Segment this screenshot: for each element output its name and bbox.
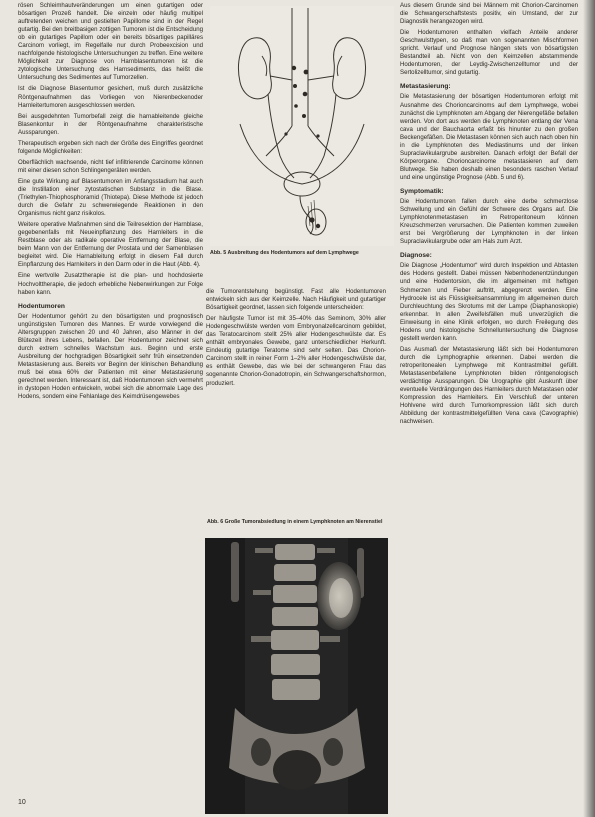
paragraph: Bei ausgedehnten Tumorbefall zeigt die harnableitende gleiche Blasenkontur in der Röntgenaufnahme charakteristische Aussparungen. — [18, 112, 203, 136]
figure-6-caption: Abb. 6 Große Tumorabsiedlung in einem Lymphknoten am Nierenstiel — [207, 519, 383, 525]
urogenital-lymph-illustration — [210, 6, 394, 246]
middle-column — [206, 288, 386, 391]
paragraph: Der Hodentumor gehört zu den bösartigsten und prognostisch ungünstigsten Tumoren des Mannes. Er wurde vorwiegend die Altersgruppen zwischen 20 und 40 Jahren, also Männer in der Blütezeit ihres Lebens, befallen. Der Hodentumor zeichnet sich durch extrem schnelles Wachstum aus. Beginn und erste Ausbreitung der hochgradigen Bösartigkeit sehr früh einsetzenden Metastasierung aus. Bereits vor Beginn der klinischen Behandlung muß bei etwa 60% der Patienten mit einer Metastasierung gerechnet werden. Interessant ist, daß Hodentumoren sich vermehrt in dystopen Hoden entwickeln, wobei sich die abnormale Lage des Hodens, sondern eine Fehlanlage des Keimdrüsengewebes — [18, 312, 203, 401]
section-heading: Metastasierung: — [400, 83, 451, 91]
paragraph: Der häufigste Tumor ist mit 35–40% das Seminom, 30% aller Hodengeschwülste werden vom Embryonalzellcarcinom gebildet, das Teratocarcinom stellt 25% aller Hodengeschwülste dar. Es enthält embryonales Gewebe, ganz unterschiedlicher Herkunft. Eindeutig gutartige Teratome sind sehr selten. Das Chorion-Carcinom stellt in reiner Form 1–2% aller Hodengeschwülste dar, es enthält Gewebe, das wie bei der schwangeren Frau das sogenannte Chorion-Gonadotropin, ein Schwangerschaftshormon, produziert. — [206, 315, 386, 387]
lymph-anatomy-drawing — [210, 6, 394, 246]
paragraph: Die Diagnose „Hodentumor“ wird durch Inspektion und Abtasten des Hodens gestellt. Dabei müssen Nebenhodenentzündungen und eine Hodentorsion, die im allgemeinen mit heftigen Schmerzen und Fieber auftritt, abgegrenzt werden. Eine Hydrocele ist als Flüssigkeitsansammlung im allgemeinen durch Durchleuchtung des Skrotums mit der Lampe (Diaphanoskopie) erkennbar. In allen Zweifelsfällen muß unverzüglich die Einweisung in eine Klinik erfolgen, wo durch Freilegung des Hodens und histologische Schnelluntersuchung die Diagnose gestellt werden kann. — [400, 262, 578, 342]
paragraph: Die Hodentumoren fallen durch eine derbe schmerzlose Schwellung und ein Gefühl der Schwere des Organs auf. Die Lymphknotenmetastasen im Retroperitoneum können Kreuzschmerzen verursachen. Die Patienten kommen zuweilen erst bei Vergrößerung der Lymphknoten in der linken Supraclavikulargrube oder am Hals zum Arzt. — [400, 198, 578, 246]
paragraph: Weitere operative Maßnahmen sind die Teilresektion der Harnblase, gegebenenfalls mit Neueinpflanzung des Harnleiters in die Restblase oder als radikale operative Entfernung der Blase, die beim Mann von der Entfernung der Prostata und der Samenblasen begleitet wird. Die Harnableitung erfolgt in diesem Fall durch Einpflanzung des Harnleiters in den Darm oder in die Haut (Abb. 4). — [18, 221, 203, 269]
section-heading: Symptomatik: — [400, 187, 444, 195]
section-heading: Hodentumoren — [18, 302, 65, 310]
left-column — [18, 2, 203, 404]
section-heading: Diagnose: — [400, 252, 432, 260]
paragraph: Aus diesem Grunde sind bei Männern mit Chorion-Carcinomen die Schwangerschaftstests positiv, ein Umstand, der zur Diagnostik herangezogen wird. — [400, 2, 578, 26]
paragraph: Therapeutisch ergeben sich nach der Größe des Eingriffes geordnet folgende Möglichkeiten: — [18, 139, 203, 155]
right-column — [400, 2, 578, 426]
xray-radiograph — [205, 538, 388, 814]
paragraph: Das Ausmaß der Metastasierung läßt sich bei Hodentumoren durch die Lymphographie erkennen. Dabei werden die retroperitonealen Lymphwege mit Kontrastmittel gefüllt. Metastasenbefallene Lymphknoten bilden röntgenologisch verdächtige Aussparungen. Die Urographie gibt Auskunft über eventuelle Verdrängungen des Harnleiters durch Metastasen oder Kompression des Harnleiters. Ein Verschluß der unteren Hohlvene wird durch Tumorkompression läßt sich durch Abbildung der kontrastmittelgefüllten Vena cava (Cavographie) nachweisen. — [400, 345, 578, 426]
binding-shadow — [583, 0, 595, 817]
page-number: 10 — [18, 799, 26, 806]
xray-image — [205, 538, 388, 814]
paragraph: Die Hodentumoren enthalten vielfach Anteile anderer Geschwulsttypen, so daß man von sogenannten Mischformen spricht. Verlauf und Prognose hängen stets von bösartigsten Bestandteil ab. Nicht von den Keimzellen abstammende Hodentumoren, der Leydig-Zwischenzelltumor und der Sertolizelltumor, sind gutartig. — [400, 29, 578, 77]
figure-5-caption: Abb. 5 Ausbreitung des Hodentumors auf dem Lymphwege — [210, 250, 359, 256]
paragraph: Ist die Diagnose Blasentumor gesichert, muß durch zusätzliche Röntgenaufnahmen das Vorliegen von Nierenbeckenoder Harnleitertumoren ausgeschlossen werden. — [18, 85, 203, 109]
paragraph: Eine wertvolle Zusatztherapie ist die plan- und hochdosierte Hochvolttherapie, die jedoch erhebliche Nebenwirkungen zur Folge haben kann. — [18, 272, 203, 296]
paragraph: die Tumorentstehung begünstigt. Fast alle Hodentumoren entwickeln sich aus der Keimzelle. Nach Häufigkeit und gutartiger Bösartigkeit geordnet, lassen sich folgende unterscheiden: — [206, 288, 386, 312]
paragraph: Oberflächlich wachsende, nicht tief infiltrierende Carcinome können mit einer diesen schon Schlingengeräten werden. — [18, 158, 203, 174]
paragraph: Die Metastasierung der bösartigen Hodentumoren erfolgt mit Ausnahme des Chorioncarcinoms auf dem Lymphwege, wobei zunächst die Lymphknoten am Abgang der Nierengefäße befallen werden. Von dort aus werden die Lymphknoten entlang der Vena cava und der Bauchaorta erfaßt bis hinunter zu den großen Beckengefäßen. Die Metastasen können sich auch nach oben hin in die Lymphknoten des Mediastinums und der linken Supraclavikulargrube ausbreiten. Danach erfolgt der Befall der Körperorgane. Chorioncarcinome metastasieren auf dem Blutwege. Sie haben deshalb einen besonders raschen Verlauf und eine ungünstige Prognose (Abb. 5 und 6). — [400, 93, 578, 181]
paragraph: rösen Schleimhautveränderungen um einen gutartigen oder bösartigen Prozeß handelt. Die einzeln oder häufig multipel auftretenden weichen und gestielten Papillome sind in der Regel gutartig. Bei den breitbasigen zottigen Tumoren ist die Entscheidung ob ein gutartiges Papillom oder ein bereits bösartiges papilläres Carcinom vorliegt, im Regelfalle nur durch Probeexcision und nachfolgende histologische Untersuchungen zu treffen. Eine weitere Möglichkeit zur Diagnose von Harnblasentumoren ist die zytologische Untersuchung des Harnsediments, das heißt die Untersuchung des Sedimentes auf Tumorzellen. — [18, 2, 203, 82]
paragraph: Eine gute Wirkung auf Blasentumoren im Anfangsstadium hat auch die Instillation einer zytostatischen Substanz in die Blase. (Triethylen-Thiophosphoramid (Thiotepa). Diese Methode ist jedoch durch die Gefahr zu schwerwiegende Reaktionen in den Organismus nicht ganz risikolos. — [18, 177, 203, 218]
